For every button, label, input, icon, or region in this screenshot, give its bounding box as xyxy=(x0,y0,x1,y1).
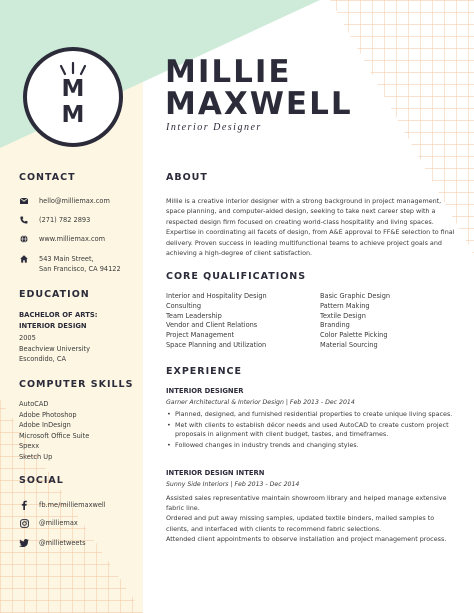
monogram-letter-top: M xyxy=(61,76,85,102)
email-text: hello@milliemax.com xyxy=(39,197,110,205)
about-heading: ABOUT xyxy=(166,172,208,183)
skill-item: AutoCAD xyxy=(19,400,49,408)
education-heading: EDUCATION xyxy=(19,289,90,300)
qualification-item: Material Sourcing xyxy=(320,340,378,349)
education-year: 2005 xyxy=(19,334,36,342)
skill-item: Sketch Up xyxy=(19,452,53,461)
skill-item: Spexx xyxy=(19,442,40,450)
twitter-text: @millietweets xyxy=(39,539,86,547)
social-facebook[interactable] xyxy=(19,500,106,510)
computer-skills-list xyxy=(19,399,89,462)
qualification-item: Space Planning and Utilization xyxy=(166,340,267,349)
qualification-item: Branding xyxy=(320,321,350,330)
phone-text: (271) 782 2893 xyxy=(39,216,91,224)
contact-heading: CONTACT xyxy=(19,172,76,183)
job2-line: Ordered and put away missing samples, updated textile binders, mailed samples to clients, and interfaced with clients to recommend fabric selections. xyxy=(166,514,435,533)
job1-bullets xyxy=(166,410,458,452)
qualification-item: Project Management xyxy=(166,331,235,340)
qualifications-heading: CORE QUALIFICATIONS xyxy=(166,271,307,282)
about-paragraph: Millie is a creative interior designer with a strong background in project management, space planning, and computer-aided design, seeking to take next career step with a respected design firm focused on creating world-class hospitality and living spaces. Expertise in coordinating all facets of design, from A&E approval to FF&E selection to final delivery. Proven success in leading multifunctional teams to achieve project goals and achieving a high-degree of client satisfaction. xyxy=(166,197,455,258)
address-line-2: San Francisco, CA 94122 xyxy=(39,265,121,273)
website-text: www.milliemax.com xyxy=(39,235,106,243)
computer-skills-heading: COMPUTER SKILLS xyxy=(19,379,134,390)
twitter-icon xyxy=(19,538,29,548)
social-twitter[interactable] xyxy=(19,538,86,548)
job1-bullet: • Planned, designed, and furnished residential properties to create unique living spaces. xyxy=(166,410,458,419)
qualification-item: Consulting xyxy=(166,301,202,310)
instagram-icon xyxy=(19,518,29,528)
first-name: MILLIE xyxy=(165,54,292,90)
skill-item: Microsoft Office Suite xyxy=(19,431,90,440)
job1-bullet: • Followed changes in industry trends and changing styles. xyxy=(166,441,458,450)
monogram-logo xyxy=(23,47,123,147)
degree-title xyxy=(19,310,134,331)
degree-line-1: BACHELOR OF ARTS: xyxy=(19,311,98,319)
job1-title: INTERIOR DESIGNER xyxy=(166,387,244,395)
globe-icon xyxy=(19,234,28,244)
qualification-item: Basic Graphic Design xyxy=(320,292,391,300)
facebook-icon xyxy=(19,500,29,510)
facebook-text: fb.me/milliemaxwell xyxy=(39,501,106,509)
qualifications-right-list xyxy=(320,292,390,351)
job2-meta: Sunny Side Interiors | Feb 2013 - Dec 2014 xyxy=(166,481,300,488)
contact-email[interactable] xyxy=(19,196,110,206)
job1-meta: Garner Architectural & Interior Design | Feb 2013 - Dec 2014 xyxy=(166,399,355,406)
degree-line-2: INTERIOR DESIGN xyxy=(19,321,87,330)
skill-item: Adobe Photoshop xyxy=(19,410,77,419)
experience-heading: EXPERIENCE xyxy=(166,366,243,377)
education-school: Beachview University xyxy=(19,345,90,353)
social-instagram[interactable] xyxy=(19,518,78,528)
envelope-icon xyxy=(19,196,28,206)
social-heading: SOCIAL xyxy=(19,475,64,486)
last-name: MAXWELL xyxy=(165,86,353,122)
home-icon xyxy=(19,254,28,264)
job1-bullet: • Met with clients to establish décor needs and used AutoCAD to create custom project proposals in alignment with client budget, tastes, and timeframes. xyxy=(166,421,458,440)
phone-icon xyxy=(19,215,28,225)
education-location: Escondido, CA xyxy=(19,355,66,363)
job2-description xyxy=(166,493,458,544)
qualification-item: Pattern Making xyxy=(320,301,370,310)
instagram-text: @milliemax xyxy=(39,519,78,527)
contact-website[interactable] xyxy=(19,234,105,244)
qualifications-left-list xyxy=(166,292,267,351)
job2-line: Assisted sales representative maintain showroom library and helped manage extensive fabric line. xyxy=(166,494,447,513)
qualification-item: Textile Design xyxy=(320,311,366,320)
job2-line: Attended client appointments to observe installation and project management process. xyxy=(166,534,447,543)
qualification-item: Color Palette Picking xyxy=(320,331,388,340)
qualification-item: Vendor and Client Relations xyxy=(166,321,258,330)
job-title: Interior Designer xyxy=(166,122,262,133)
address-line-1: 543 Main Street, xyxy=(39,255,94,263)
monogram-letter-bottom: M xyxy=(61,102,85,128)
qualification-item: Interior and Hospitality Design xyxy=(166,292,267,300)
contact-address xyxy=(19,254,121,274)
skill-item: Adobe InDesign xyxy=(19,421,71,429)
qualification-item: Team Leadership xyxy=(166,311,222,320)
contact-phone[interactable] xyxy=(19,215,90,225)
job2-title: INTERIOR DESIGN INTERN xyxy=(166,469,265,477)
